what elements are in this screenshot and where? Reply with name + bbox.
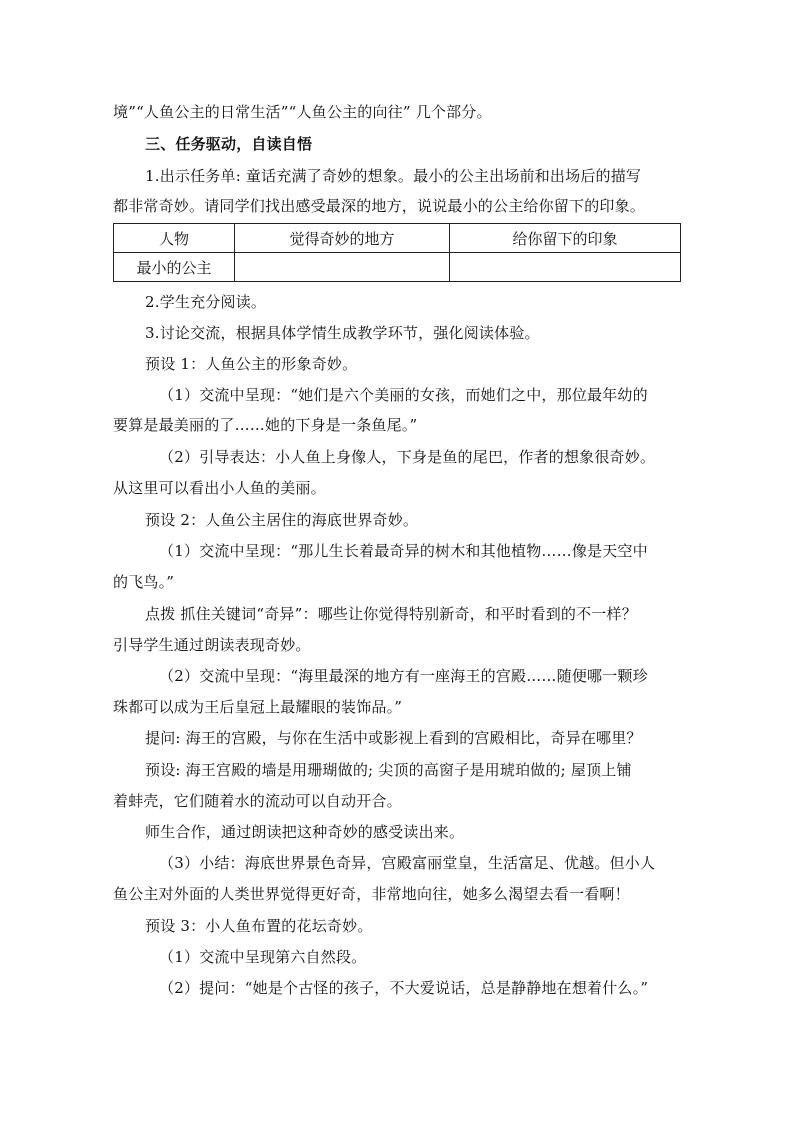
table-cell — [450, 253, 681, 282]
paragraph-line: 鱼公主对外面的人类世界觉得更好奇，非常地向往，她多么渴望去看一看啊！ — [113, 885, 630, 903]
paragraph-line: 从这里可以看出小人鱼的美丽。 — [113, 479, 326, 497]
paragraph-line: 都非常奇妙。请同学们找出感受最深的地方，说说最小的公主给你留下的印象。 — [113, 197, 646, 215]
paragraph-line: 3.讨论交流，根据具体学情生成教学环节，强化阅读体验。 — [145, 324, 540, 342]
paragraph-line: 境”“人鱼公主的日常生活”“人鱼公主的向往” 几个部分。 — [113, 103, 492, 121]
table-cell — [235, 253, 450, 282]
paragraph-line: （1）交流中呈现：“她们是六个美丽的女孩，而她们之中，那位最年幼的 — [159, 386, 648, 404]
table-header-cell: 给你留下的印象 — [450, 224, 681, 253]
paragraph-line: （2）提问：“她是个古怪的孩子，不大爱说话，总是静静地在想着什么。” — [159, 979, 649, 997]
paragraph-line: （3）小结：海底世界景色奇异，宫殿富丽堂皇，生活富足、优越。但小人 — [159, 854, 656, 872]
paragraph-line: 2.学生充分阅读。 — [145, 293, 267, 311]
paragraph-line: 师生合作，通过朗读把这种奇妙的感受读出来。 — [145, 823, 465, 841]
section-heading: 三、任务驱动，自读自悟 — [145, 135, 313, 153]
paragraph-line: 着蚌壳，它们随着水的流动可以自动开合。 — [113, 792, 402, 810]
table-header-cell: 觉得奇妙的地方 — [235, 224, 450, 253]
paragraph-line: 引导学生通过朗读表现奇妙。 — [113, 636, 311, 654]
table-header-row — [114, 224, 681, 253]
table-cell: 最小的公主 — [114, 253, 235, 282]
paragraph-line: （2）引导表达：小人鱼上身像人，下身是鱼的尾巴，作者的想象很奇妙。 — [159, 448, 656, 466]
paragraph-line: 的飞鸟。” — [113, 573, 175, 591]
paragraph-line: 预设 3：小人鱼布置的花坛奇妙。 — [145, 917, 373, 935]
paragraph-line: 1.出示任务单: 童话充满了奇妙的想象。最小的公主出场前和出场后的描写 — [145, 167, 642, 185]
paragraph-line: （1）交流中呈现第六自然段。 — [159, 948, 367, 966]
paragraph-line: 预设 2：人鱼公主居住的海底世界奇妙。 — [145, 511, 419, 529]
paragraph-line: 要算是最美丽的了……她的下身是一条鱼尾。” — [113, 416, 418, 434]
paragraph-line: （1）交流中呈现：“那儿生长着最奇异的树木和其他植物……像是天空中 — [159, 542, 648, 560]
task-table — [113, 223, 681, 282]
paragraph-line: 点拨 抓住关键词“奇异”：哪些让你觉得特别新奇，和平时看到的不一样？ — [145, 605, 637, 623]
paragraph-line: 提问: 海王的宫殿，与你在生活中或影视上看到的宫殿相比，奇异在哪里？ — [145, 729, 642, 747]
table-row — [114, 253, 681, 282]
table-header-cell: 人物 — [114, 224, 235, 253]
paragraph-line: 预设: 海王宫殿的墙是用珊瑚做的; 尖顶的高窗子是用琥珀做的; 屋顶上铺 — [145, 761, 632, 779]
paragraph-line: 预设 1：人鱼公主的形象奇妙。 — [145, 355, 358, 373]
paragraph-line: 珠都可以成为王后皇冠上最耀眼的装饰品。” — [113, 698, 403, 716]
paragraph-line: （2）交流中呈现：“海里最深的地方有一座海王的宫殿……随便哪一颗珍 — [159, 667, 648, 685]
